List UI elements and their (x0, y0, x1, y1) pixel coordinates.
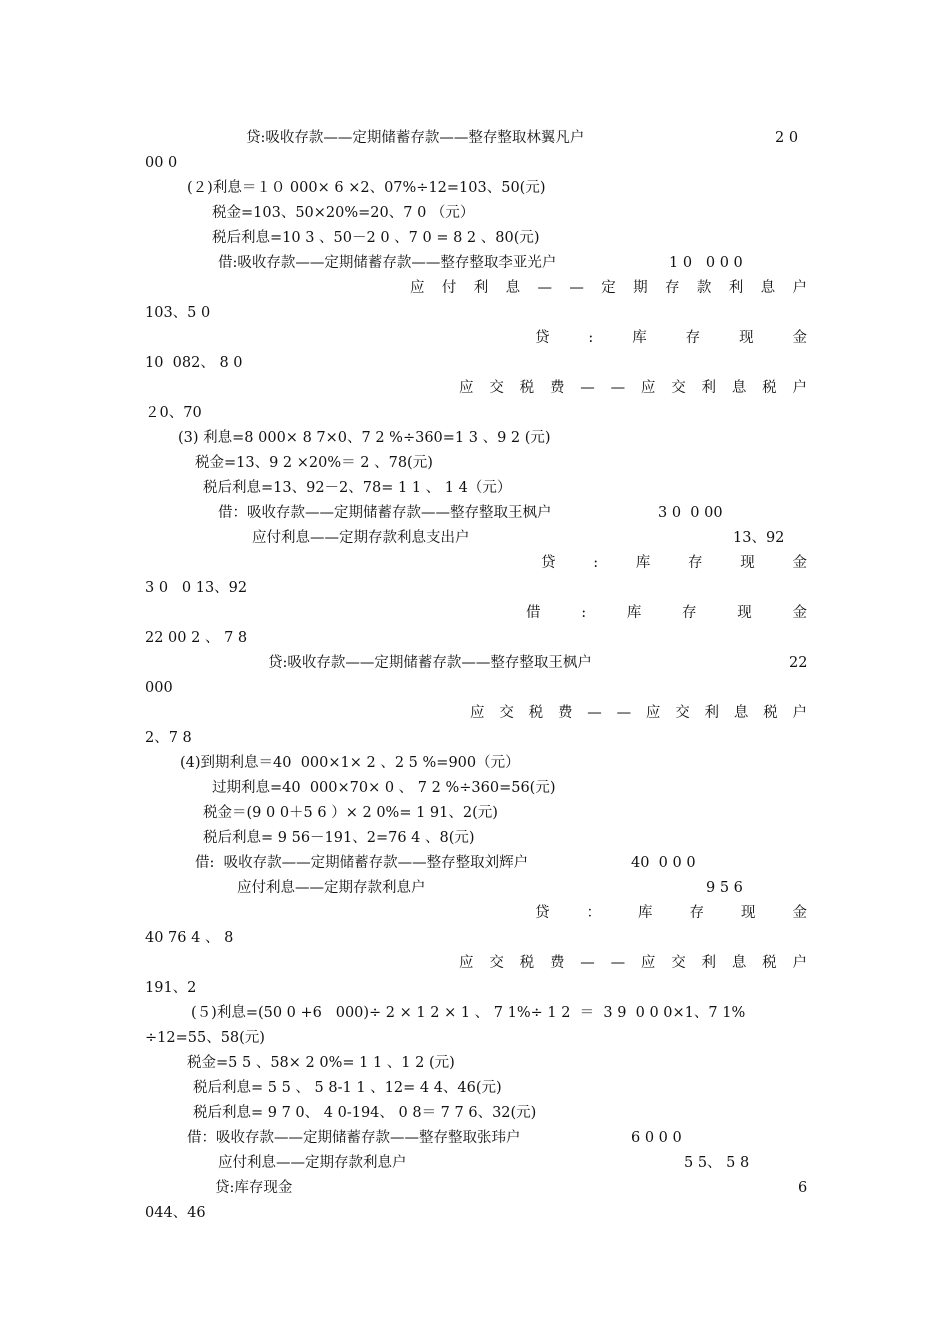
justified-glyph: 利 (704, 705, 719, 721)
formula-line: (3) 利息=8 000× 8 7×0、7 2 %÷360=1 3 、9 2 (元) (178, 430, 551, 446)
text-line: 应付利息——定期存款利息户 (218, 1155, 407, 1171)
amount: 6 (798, 1180, 808, 1196)
justified-glyph: 税 (519, 955, 535, 971)
justified-glyph: 税 (528, 705, 544, 721)
justified-glyph: 应 (459, 955, 474, 971)
justified-glyph: 存 (682, 605, 697, 621)
formula-line: 税金=5 5 、58× 2 0%= 1 1 、1 2 (元) (187, 1055, 455, 1071)
justified-line (410, 278, 807, 298)
justified-glyph: 费 (549, 380, 565, 396)
formula-line: 税后利息= 9 56－191、2=76 4 、8(元) (203, 830, 475, 846)
text-line: 应付利息——定期存款利息支出户 (252, 530, 470, 546)
justified-glyph: 税 (519, 380, 535, 396)
justified-line (535, 903, 807, 923)
justified-glyph: 存 (665, 280, 680, 296)
justified-glyph: — (610, 955, 626, 971)
formula-line: (4)到期利息＝40 000×1× 2 、2 5 %=900（元） (180, 755, 520, 771)
formula-line: 税后利息= 5 5 、 5 8-1 1 、12= 4 4、46(元) (193, 1080, 502, 1096)
amount: 044、46 (145, 1205, 206, 1221)
amount: 3 0 0 13、92 (145, 580, 248, 596)
justified-glyph: 利 (728, 280, 744, 296)
justified-glyph: 期 (633, 280, 648, 296)
text-line: 借: 吸收存款——定期储蓄存款——整存整取刘辉户 (195, 855, 529, 871)
amount: 9 5 6 (706, 880, 743, 896)
text-line: 借：吸收存款——定期储蓄存款——整存整取张玮户 (187, 1130, 521, 1146)
formula-line: 过期利息=40 000×70× 0 、 7 2 %÷360=56(元) (212, 780, 556, 796)
justified-glyph: 库 (626, 605, 642, 621)
amount: 5 5、 5 8 (684, 1155, 750, 1171)
amount: 22 (789, 655, 808, 671)
justified-glyph: 应 (410, 280, 425, 296)
formula-line: 税金＝(9 0 0＋5 6 ）× 2 0%= 1 91、2(元) (203, 805, 498, 821)
justified-glyph: 应 (640, 955, 656, 971)
justified-glyph: ： (586, 905, 601, 921)
justified-glyph: 税 (762, 955, 777, 971)
justified-glyph: 税 (763, 705, 778, 721)
text-line: 贷:库存现金 (215, 1180, 293, 1196)
justified-glyph: 户 (792, 380, 807, 396)
justified-glyph: 库 (632, 330, 647, 346)
justified-glyph: 现 (741, 905, 756, 921)
justified-glyph: 库 (638, 905, 653, 921)
justified-glyph: 金 (792, 605, 807, 621)
justified-line (459, 953, 807, 973)
justified-glyph: 费 (549, 955, 565, 971)
justified-glyph: 户 (792, 280, 807, 296)
justified-line (535, 328, 807, 348)
justified-glyph: — (610, 380, 626, 396)
amount: ２0、70 (145, 405, 202, 421)
amount: 00 0 (145, 155, 178, 171)
justified-line (470, 703, 807, 723)
justified-glyph: 金 (792, 555, 807, 571)
justified-glyph: 息 (731, 380, 747, 396)
amount: 22 00 2 、 7 8 (145, 630, 248, 646)
justified-glyph: 款 (696, 280, 712, 296)
formula-line: 税金=13、9 2 ×20%＝ 2 、78(元) (195, 455, 433, 471)
justified-glyph: 存 (689, 905, 704, 921)
justified-line (541, 553, 807, 573)
text-line: 借:吸收存款——定期储蓄存款——整存整取李亚光户 (218, 255, 557, 271)
text-line: 贷:吸收存款——定期储蓄存款——整存整取王枫户 (268, 655, 592, 671)
formula-line: 税后利息= 9 7 0、 4 0-194、 0 8＝ 7 7 6、32(元) (193, 1105, 537, 1121)
justified-glyph: 交 (671, 380, 686, 396)
amount: 191、2 (145, 980, 197, 996)
justified-glyph: — (569, 280, 584, 296)
formula-line: 税金=103、50×20%=20、7 0 （元） (212, 205, 475, 221)
justified-glyph: — (616, 705, 632, 721)
text-line: 应付利息——定期存款利息户 (237, 880, 426, 896)
justified-glyph: 利 (701, 380, 716, 396)
justified-glyph: 存 (688, 555, 703, 571)
justified-glyph: 应 (470, 705, 485, 721)
justified-glyph: 付 (441, 280, 457, 296)
justified-glyph: 存 (685, 330, 701, 346)
justified-glyph: 交 (489, 380, 504, 396)
justified-glyph: 库 (635, 555, 651, 571)
justified-line (526, 603, 807, 623)
justified-glyph: 现 (739, 330, 754, 346)
justified-glyph: — (580, 955, 595, 971)
justified-glyph: : (593, 555, 599, 571)
justified-glyph: 借 (526, 605, 541, 621)
justified-glyph: 利 (701, 955, 716, 971)
amount: 1 0 0 0 0 (669, 255, 743, 271)
justified-glyph: 息 (731, 955, 747, 971)
justified-glyph: 应 (640, 380, 656, 396)
justified-glyph: : (581, 605, 587, 621)
justified-glyph: 息 (505, 280, 521, 296)
formula-line: (２)利息＝１０ 000× 6 ×2、07%÷12=103、50(元) (187, 180, 546, 196)
amount: 2、7 8 (145, 730, 192, 746)
formula-line: 税后利息=10 3 、50－2 0 、7 0 = 8 2 、80(元) (212, 230, 540, 246)
formula-line: 税后利息=13、92－2、78= 1 1 、 1 4（元） (203, 480, 512, 496)
justified-glyph: 交 (489, 955, 504, 971)
text-line: 贷:吸收存款——定期储蓄存款——整存整取林翼凡户 (246, 130, 585, 146)
justified-glyph: — (587, 705, 602, 721)
amount: 6 0 0 0 (631, 1130, 682, 1146)
justified-glyph: 金 (792, 905, 807, 921)
justified-glyph: — (580, 380, 595, 396)
formula-line: ÷12=55、58(元) (145, 1030, 265, 1046)
text-line: 借：吸收存款——定期储蓄存款——整存整取王枫户 (218, 505, 552, 521)
amount: 2 0 (775, 130, 799, 146)
justified-glyph: 贷 (541, 555, 556, 571)
amount: 40 0 0 0 (631, 855, 696, 871)
justified-glyph: 贷 (535, 330, 550, 346)
amount: 3 0 0 00 (658, 505, 723, 521)
formula-line: (５)利息=(50 0 +6 000)÷ 2 × 1 2 × 1 、 7 1%÷ 1 2 ＝ 3 9 0 0 0×1、7 1% (191, 1005, 746, 1021)
justified-glyph: 费 (557, 705, 573, 721)
justified-glyph: 息 (733, 705, 749, 721)
amount: 13、92 (733, 530, 785, 546)
justified-glyph: 户 (792, 705, 807, 721)
justified-glyph: 交 (499, 705, 514, 721)
amount: 40 76 4 、 8 (145, 930, 234, 946)
justified-glyph: 交 (671, 955, 686, 971)
amount: 000 (145, 680, 173, 696)
justified-glyph: 交 (675, 705, 690, 721)
justified-glyph: : (588, 330, 594, 346)
justified-glyph: 应 (645, 705, 661, 721)
justified-glyph: 息 (760, 280, 776, 296)
justified-glyph: 金 (792, 330, 807, 346)
justified-glyph: 定 (601, 280, 616, 296)
justified-line (459, 378, 807, 398)
justified-glyph: 税 (762, 380, 777, 396)
justified-glyph: — (537, 280, 552, 296)
justified-glyph: 户 (792, 955, 807, 971)
justified-glyph: 现 (737, 605, 752, 621)
justified-glyph: 利 (473, 280, 489, 296)
justified-glyph: 贷 (535, 905, 550, 921)
justified-glyph: 应 (459, 380, 474, 396)
justified-glyph: 现 (740, 555, 755, 571)
amount: 10 082、 8 0 (145, 355, 243, 371)
amount: 103、5 0 (145, 305, 211, 321)
